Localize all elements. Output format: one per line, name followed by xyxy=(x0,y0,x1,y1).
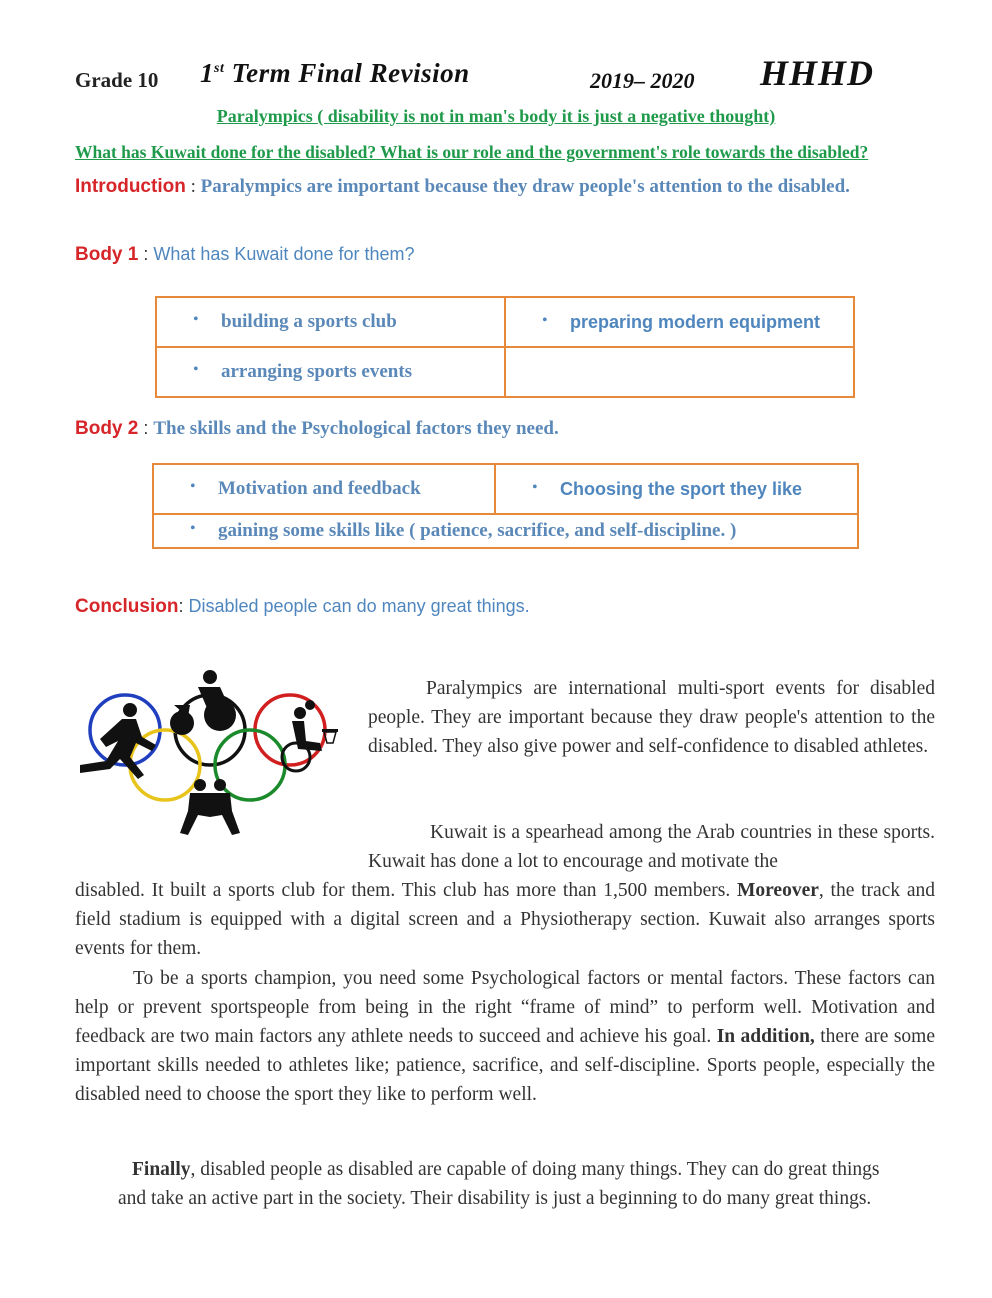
essay-paragraph-3 xyxy=(75,964,935,1109)
essay-transition-bold: Finally xyxy=(132,1159,191,1180)
bullet-icon: • xyxy=(190,478,196,495)
conclusion xyxy=(75,596,530,618)
body2-cell-text: Choosing the sport they like xyxy=(560,478,803,499)
conclusion-text: Disabled people can do many great things. xyxy=(188,596,530,616)
body1-cell-text: preparing modern equipment xyxy=(570,311,821,332)
conclusion-separator: : xyxy=(178,596,189,616)
term-ordinal: 1 xyxy=(200,58,214,88)
topic-title: Paralympics ( disability is not in man's body it is just a negative thought) xyxy=(216,106,776,126)
essay-text: To be a sports champion, you need some Psychological factors or mental factors. These factors can help or prevent sportspeople from being in the right “frame of mind” to perform well. Motivation and feedback are two main factors any athlete needs to succeed and achieve his goal. xyxy=(75,968,935,1047)
topic-question: What has Kuwait done for the disabled? What is our role and the government's role towards the disabled? xyxy=(75,142,869,162)
essay-paragraph-2-continued xyxy=(75,876,935,963)
body2-cell-text: Motivation and feedback xyxy=(218,478,421,499)
body2-label: Body 2 xyxy=(75,418,139,439)
bullet-icon: • xyxy=(542,311,548,329)
introduction-separator: : xyxy=(185,176,201,197)
body1-cell xyxy=(505,297,854,347)
body2-cell xyxy=(153,464,495,514)
introduction-label: Introduction xyxy=(75,176,186,197)
wheelchair-athlete-icon xyxy=(282,700,338,771)
bullet-icon: • xyxy=(193,361,199,378)
essay-text: there are some important skills needed to athletes like; patience, sacrifice, and self-discipline. Sports people, especially the disabled need to choose the sport they like to perform well. xyxy=(75,1026,936,1105)
body2-cell-wide xyxy=(153,514,858,548)
essay-paragraph-4 xyxy=(118,1155,893,1213)
green-ring xyxy=(215,730,285,800)
bullet-icon: • xyxy=(190,520,196,537)
body1-cell-empty xyxy=(505,347,854,397)
body1-cell xyxy=(156,347,505,397)
body1-label: Body 1 xyxy=(75,244,139,265)
bullet-icon: • xyxy=(193,311,199,328)
body2-cell-text: gaining some skills like ( patience, sacrifice, and self-discipline. ) xyxy=(218,520,737,541)
introduction xyxy=(75,172,935,203)
paralympics-rings-illustration xyxy=(70,665,340,845)
body1-separator: : xyxy=(138,244,154,264)
essay-text: , disabled people as disabled are capable of doing many things. They can do great things and take an active part in the society. Their disability is just a beginning to do many great things. xyxy=(118,1159,880,1209)
body2-table xyxy=(152,463,859,549)
body2-cell xyxy=(495,464,858,514)
school-year: 2019– 2020 xyxy=(590,68,695,93)
wrestlers-icon xyxy=(180,779,240,835)
essay-paragraph-1: Paralympics are international multi-sport events for disabled people. They are important because they draw people's attention to the disabled. They also give power and self-confidence to disabled athletes. xyxy=(368,678,935,757)
essay-transition-bold: In addition, xyxy=(716,1026,815,1047)
body2-heading xyxy=(75,418,559,440)
body1-heading xyxy=(75,244,415,266)
conclusion-label: Conclusion xyxy=(75,596,179,617)
body2-text: The skills and the Psychological factors they need. xyxy=(153,418,559,439)
body1-table xyxy=(155,296,855,398)
essay-paragraph-2-start: Kuwait is a spearhead among the Arab countries in these sports. Kuwait has done a lot to encourage and motivate the xyxy=(368,822,935,872)
school-code: HHHD xyxy=(760,53,875,93)
body1-cell-text: building a sports club xyxy=(221,311,397,332)
body1-text: What has Kuwait done for them? xyxy=(153,244,415,264)
term-title-text: Term Final Revision xyxy=(231,58,470,88)
essay-text: disabled. It built a sports club for them. This club has more than 1,500 members. xyxy=(75,880,737,901)
essay-transition-bold: Moreover xyxy=(736,880,819,901)
introduction-text: Paralympics are important because they draw people's attention to the disabled. xyxy=(200,176,850,197)
body1-cell xyxy=(156,297,505,347)
ball-player-icon xyxy=(170,670,236,735)
essay-text: , the track and field stadium is equipped with a digital screen and a Physiotherapy section. Kuwait also arranges sports events for them. xyxy=(75,880,935,959)
body1-cell-text: arranging sports events xyxy=(221,361,413,382)
term-title xyxy=(200,58,470,89)
body2-separator: : xyxy=(138,418,154,438)
term-ordinal-suffix: st xyxy=(214,61,225,76)
grade-label: Grade 10 xyxy=(75,68,159,92)
bullet-icon: • xyxy=(532,478,538,496)
